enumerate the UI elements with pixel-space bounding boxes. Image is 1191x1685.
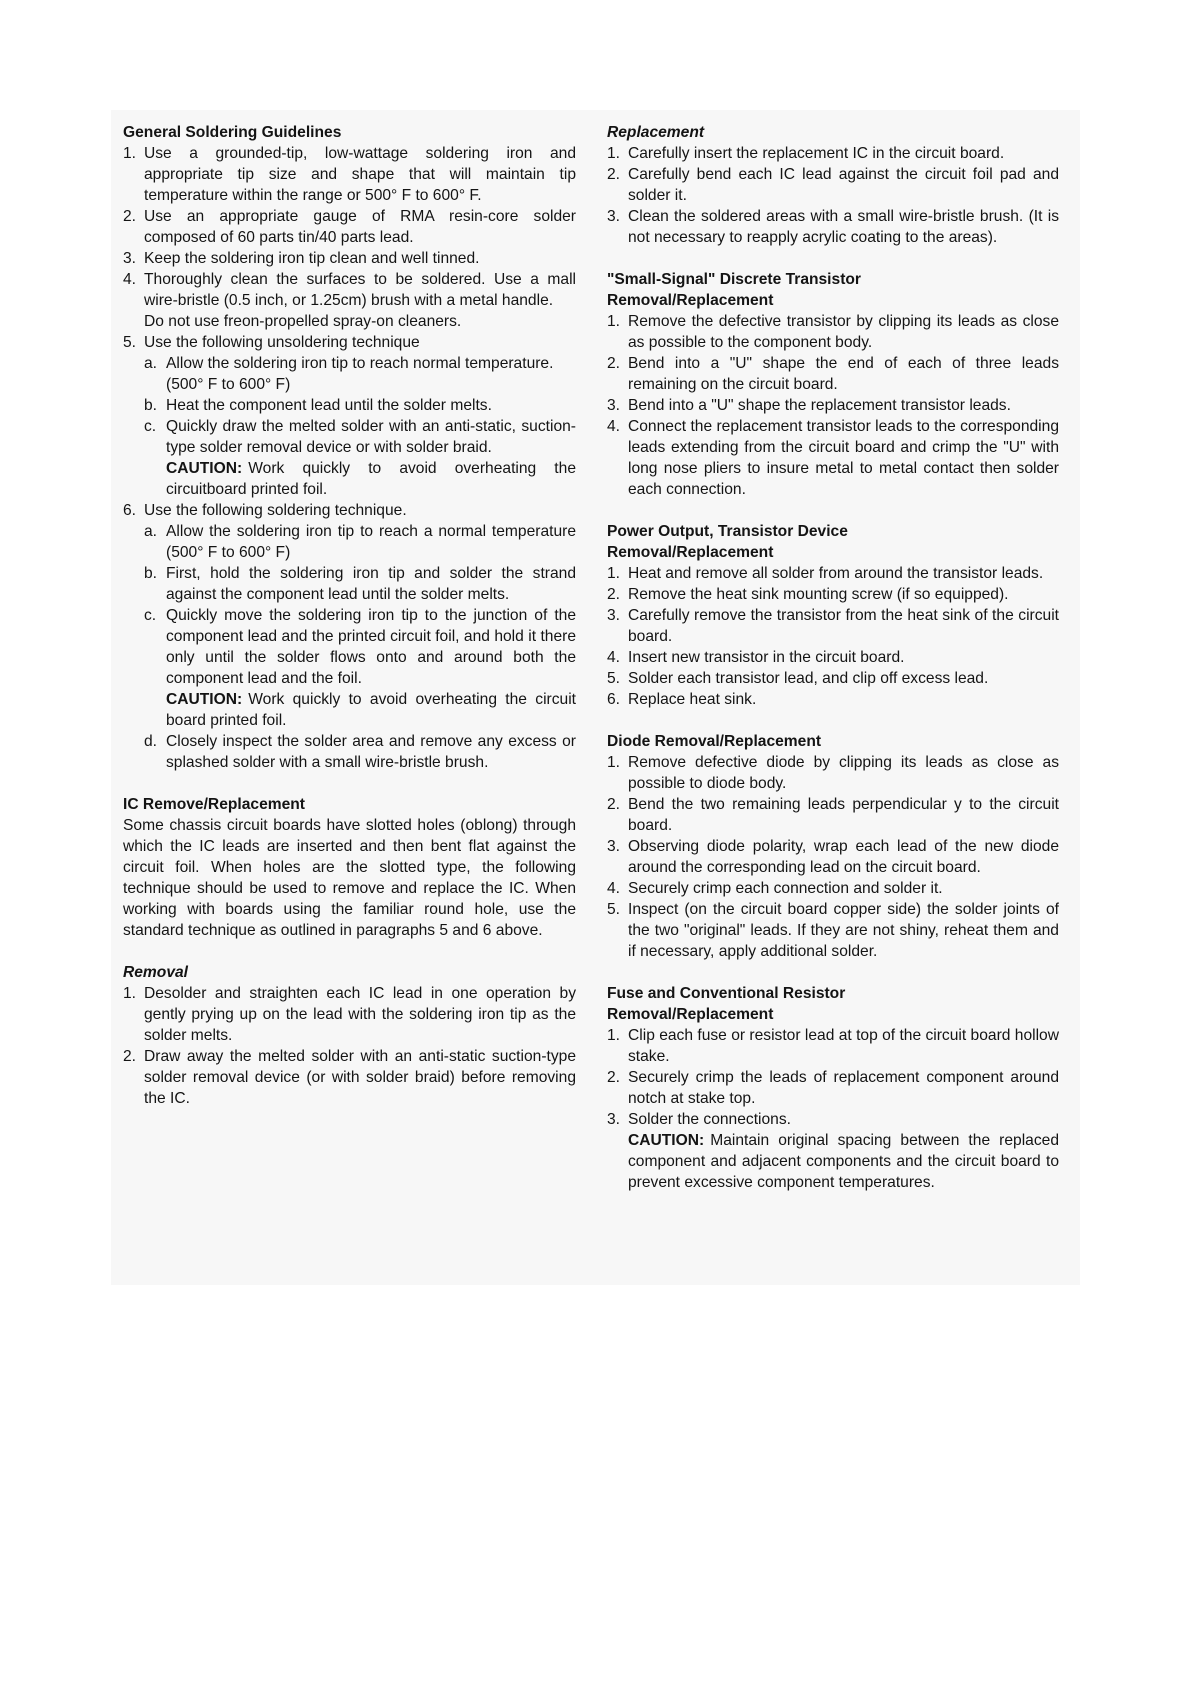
list-item: 2. Securely crimp the leads of replacement component around notch at stake top. (607, 1069, 1059, 1107)
list-item: 3. Solder the connections. (607, 1111, 791, 1128)
section-title-ic-remove: IC Remove/Replacement (123, 796, 305, 813)
list-item: 2. Draw away the melted solder with an anti-static suction-type solder removal device (or with solder braid) before removing the IC. (123, 1048, 576, 1107)
section-title-small-signal: "Small-Signal" Discrete Transistor (607, 271, 861, 288)
ic-paragraph: Some chassis circuit boards have slotted holes (oblong) through which the IC leads are inserted and then bent flat against the circuit foil. When holes are the slotted type, the following technique should be used to remove and replace the IC. When working with boards using the familiar round hole, use the standard technique as outlined in paragraphs 5 and 6 above. (123, 817, 576, 939)
caution-note: CAUTION: Work quickly to avoid overheating the circuitboard printed foil. (166, 460, 576, 498)
section-title-fuse: Fuse and Conventional Resistor (607, 985, 846, 1002)
caution-note: CAUTION: Maintain original spacing between the replaced component and adjacent components and the circuit board to prevent excessive component temperatures. (628, 1132, 1059, 1191)
list-item: 3. Clean the soldered areas with a small wire-bristle brush. (It is not necessary to reapply acrylic coating to the areas). (607, 208, 1059, 246)
list-item: 1. Desolder and straighten each IC lead in one operation by gently prying up on the lead with the soldering iron tip as the solder melts. (123, 985, 576, 1044)
section-title-diode: Diode Removal/Replacement (607, 733, 822, 750)
section-title-replacement: Replacement (607, 124, 705, 141)
sub-item: a. Allow the soldering iron tip to reach a normal temperature (500° F to 600° F) (144, 523, 576, 561)
sub-item: c. Quickly draw the melted solder with an anti-static, suction-type solder removal device or with solder braid. (144, 418, 576, 456)
list-item: 4. Connect the replacement transistor leads to the corresponding leads extending from the circuit board and crimp the "U" with long nose pliers to insure metal to metal contact then solder each connection. (607, 418, 1059, 498)
sub-item: d. Closely inspect the solder area and remove any excess or splashed solder with a small wire-bristle brush. (144, 733, 576, 771)
list-item: 3. Observing diode polarity, wrap each lead of the new diode around the corresponding lead on the circuit board. (607, 838, 1059, 876)
list-item: 4. Securely crimp each connection and solder it. (607, 880, 943, 897)
sub-item: b. First, hold the soldering iron tip and solder the strand against the component lead until the solder melts. (144, 565, 576, 603)
section-subtitle-fuse: Removal/Replacement (607, 1006, 774, 1023)
section-subtitle-power-output: Removal/Replacement (607, 544, 774, 561)
caution-note: CAUTION: Work quickly to avoid overheating the circuit board printed foil. (166, 691, 576, 729)
list-item: 2. Use an appropriate gauge of RMA resin-core solder composed of 60 parts tin/40 parts lead. (123, 208, 576, 246)
list-item: 4. Insert new transistor in the circuit board. (607, 649, 905, 666)
section-title-power-output: Power Output, Transistor Device (607, 523, 848, 540)
section-subtitle-small-signal: Removal/Replacement (607, 292, 774, 309)
section-title-general-soldering: General Soldering Guidelines (123, 124, 342, 141)
list-item: 2. Carefully bend each IC lead against the circuit foil pad and solder it. (607, 166, 1059, 204)
list-item: 3. Keep the soldering iron tip clean and well tinned. (123, 250, 480, 267)
list-item: 3. Carefully remove the transistor from the heat sink of the circuit board. (607, 607, 1059, 645)
list-item: 5. Inspect (on the circuit board copper side) the solder joints of the two "original" leads. If they are not shiny, reheat them and if necessary, apply additional solder. (607, 901, 1059, 960)
list-item: 6. Use the following soldering technique. (123, 502, 407, 519)
item6-sublist (123, 521, 576, 773)
list-item: 2. Bend into a "U" shape the end of each of three leads remaining on the circuit board. (607, 355, 1059, 393)
section-title-removal: Removal (123, 964, 189, 981)
list-item: 6. Replace heat sink. (607, 691, 757, 708)
list-item: 5. Use the following unsoldering technique (123, 334, 420, 351)
sub-item: a. Allow the soldering iron tip to reach normal temperature. (144, 355, 554, 372)
list-item-note: Do not use freon-propelled spray-on cleaners. (144, 313, 462, 330)
sub-item-extra: (500° F to 600° F) (166, 376, 291, 393)
list-item: 3. Bend into a "U" shape the replacement transistor leads. (607, 397, 1011, 414)
list-item: 4. Thoroughly clean the surfaces to be soldered. Use a mall wire-bristle (0.5 inch, or 1.25cm) brush with a metal handle. (123, 271, 576, 309)
list-item: 2. Bend the two remaining leads perpendicular y to the circuit board. (607, 796, 1059, 834)
list-item: 1. Remove the defective transistor by clipping its leads as close as possible to the component body. (607, 313, 1059, 351)
list-item: 5. Solder each transistor lead, and clip off excess lead. (607, 670, 989, 687)
sub-item: b. Heat the component lead until the solder melts. (144, 397, 492, 414)
list-item: 1. Clip each fuse or resistor lead at top of the circuit board hollow stake. (607, 1027, 1059, 1065)
sub-item: c. Quickly move the soldering iron tip to the junction of the component lead and the printed circuit foil, and hold it there only until the solder flows onto and around both the component lead and the foil. (144, 607, 576, 687)
left-column (123, 122, 576, 1109)
list-item: 1. Carefully insert the replacement IC in the circuit board. (607, 145, 1005, 162)
item5-sublist (123, 353, 576, 500)
list-item: 1. Use a grounded-tip, low-wattage soldering iron and appropriate tip size and shape that will maintain tip temperature within the range or 500° F to 600° F. (123, 145, 576, 204)
right-column (607, 122, 1059, 1193)
list-item: 2. Remove the heat sink mounting screw (if so equipped). (607, 586, 1009, 603)
list-item: 1. Remove defective diode by clipping its leads as close as possible to diode body. (607, 754, 1059, 792)
list-item: 1. Heat and remove all solder from around the transistor leads. (607, 565, 1044, 582)
